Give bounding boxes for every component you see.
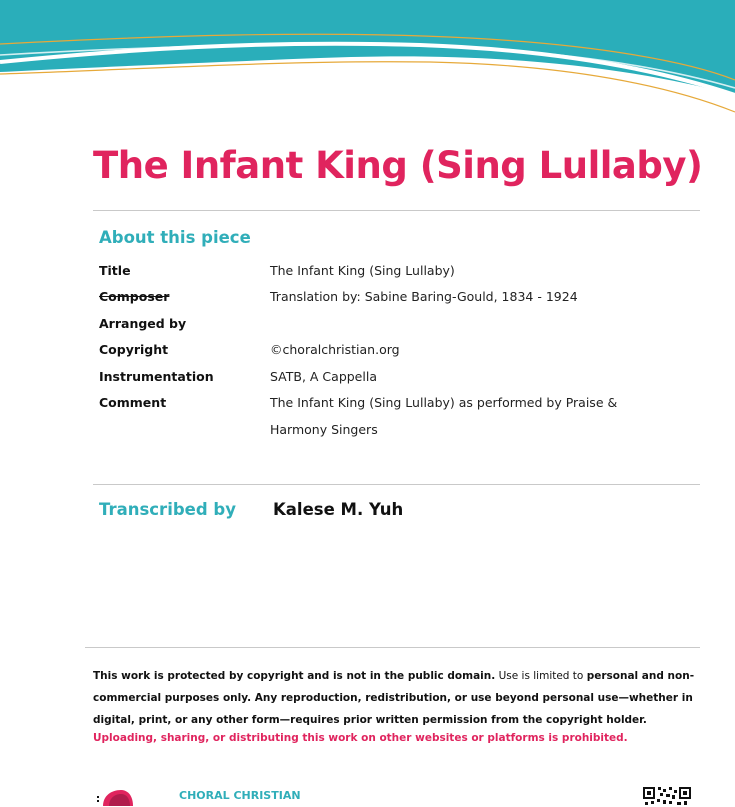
about-heading: About this piece	[99, 228, 251, 247]
transcriber-name: Kalese M. Yuh	[273, 500, 404, 519]
transcribed-divider	[93, 484, 700, 485]
copyright-notice	[93, 665, 703, 731]
meta-value: ©choralchristian.org	[270, 342, 400, 357]
meta-label: Comment	[99, 395, 167, 410]
meta-label: Instrumentation	[99, 369, 214, 384]
transcribed-heading: Transcribed by	[99, 500, 236, 519]
meta-value: The Infant King (Sing Lullaby) as performed by Praise & Harmony Singers	[270, 395, 618, 437]
meta-value: The Infant King (Sing Lullaby)	[270, 263, 455, 278]
meta-label: Copyright	[99, 342, 169, 357]
logo-text: CHORAL CHRISTIAN	[179, 789, 301, 802]
title-divider	[93, 210, 700, 211]
page-title: The Infant King (Sing Lullaby)	[93, 144, 703, 187]
notice-bold-1: This work is protected by copyright and is not in the public domain.	[93, 670, 496, 682]
header-wave-decoration	[0, 0, 735, 125]
meta-label: Composer	[99, 289, 170, 304]
notice-warning: Uploading, sharing, or distributing this work on other websites or platforms is prohibited.	[93, 732, 628, 744]
notice-normal-1: Use is limited to	[495, 670, 587, 682]
meta-label: Arranged by	[99, 316, 187, 331]
meta-label: Title	[99, 263, 131, 278]
choral-christian-logo-icon	[95, 786, 135, 806]
meta-value: SATB, A Cappella	[270, 369, 377, 384]
notice-bold-2: personal and non-commercial purposes only. Any reproduction, redistribution, or use beyond personal use—whether in digital, print, or any other form—requires prior written permission from the copyright holder.	[93, 670, 695, 726]
meta-value: Translation by: Sabine Baring-Gould, 1834 - 1924	[270, 289, 578, 304]
notice-divider	[85, 647, 700, 648]
qr-code-icon	[643, 787, 691, 807]
